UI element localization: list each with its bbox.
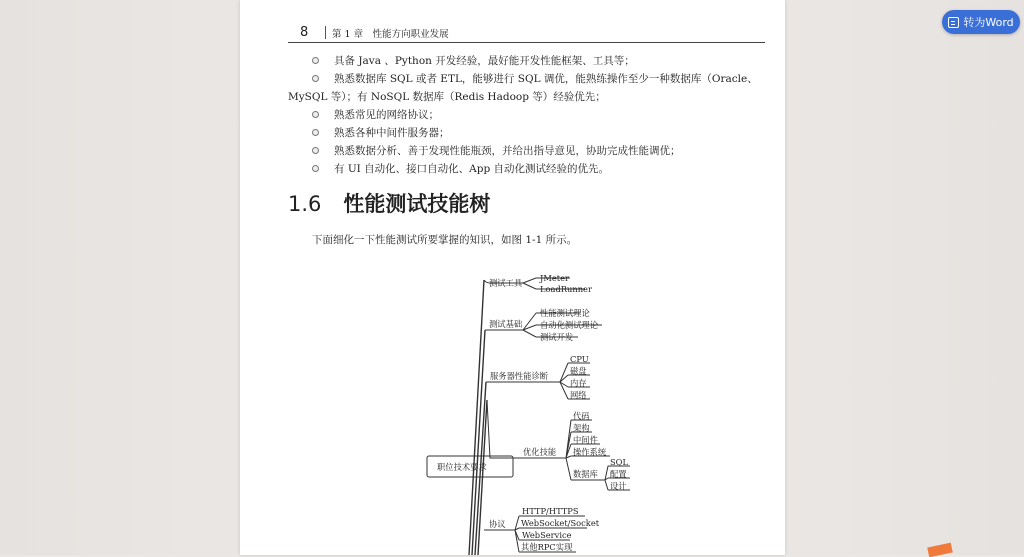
- list-item: 熟悉数据分析、善于发现性能瓶颈，并给出指导意见，协助完成性能调优；: [288, 142, 768, 160]
- tree-leaf: JMeter: [540, 273, 569, 283]
- tree-leaf: HTTP/HTTPS: [522, 506, 579, 516]
- tree-leaf: WebSocket/Socket: [521, 518, 600, 528]
- page-number: 8: [300, 25, 309, 40]
- tree-leaf: 性能测试理论: [540, 308, 590, 318]
- document-icon: [948, 17, 959, 28]
- section-title-text: 性能测试技能树: [343, 192, 491, 216]
- tree-node: 数据库: [573, 469, 598, 479]
- intro-paragraph: 下面细化一下性能测试所要掌握的知识，如图 1-1 所示。: [312, 234, 578, 246]
- tree-leaf: 网络: [570, 390, 587, 400]
- tree-leaf: CPU: [570, 354, 589, 364]
- tree-leaf: 中间件: [573, 435, 598, 445]
- tree-leaf: 代码: [573, 411, 590, 421]
- tree-leaf: 测试开发: [540, 332, 574, 342]
- tree-leaf: LoadRunner: [540, 284, 592, 294]
- skill-tree-diagram: [240, 0, 785, 555]
- tree-leaf: 自动化测试理论: [540, 320, 599, 330]
- convert-to-word-label: 转为Word: [963, 16, 1014, 29]
- section-number: 1.6: [288, 192, 322, 216]
- tree-root: 职位技术要求: [437, 462, 487, 472]
- list-item-continuation: MySQL 等）；有 NoSQL 数据库（Redis Hadoop 等）经验优先；: [288, 91, 606, 103]
- tree-leaf: WebService: [522, 530, 572, 540]
- convert-to-word-button[interactable]: [942, 10, 1020, 34]
- tree-leaf: 其他RPC实现: [521, 542, 573, 552]
- tree-leaf: 内存: [570, 378, 587, 388]
- document-page: [240, 0, 785, 555]
- list-item: 有 UI 自动化、接口自动化、App 自动化测试经验的优先。: [288, 160, 768, 178]
- tree-leaf: 操作系统: [573, 447, 607, 457]
- tree-node: 测试基础: [489, 319, 523, 329]
- tree-leaf: 架构: [573, 423, 590, 433]
- tree-node: 协议: [489, 519, 506, 529]
- list-item: 熟悉数据库 SQL 或者 ETL，能够进行 SQL 调优，能熟练操作至少一种数据库（Oracle、: [288, 70, 768, 88]
- list-item: 熟悉常见的网络协议；: [288, 106, 768, 124]
- list-item: 熟悉各种中间件服务器；: [288, 124, 768, 142]
- tree-leaf: 设计: [610, 481, 627, 491]
- tree-node: 优化技能: [523, 447, 557, 457]
- tree-leaf: 磁盘: [570, 366, 587, 376]
- tree-node: 服务器性能诊断: [490, 371, 549, 381]
- tree-leaf: 配置: [610, 469, 627, 479]
- tree-leaf: SQL: [610, 457, 628, 467]
- chapter-title: 第 1 章 性能方向职业发展: [332, 29, 449, 40]
- list-item: 具备 Java 、Python 开发经验，最好能开发性能框架、工具等；: [288, 52, 768, 70]
- tree-node: 测试工具: [489, 278, 523, 288]
